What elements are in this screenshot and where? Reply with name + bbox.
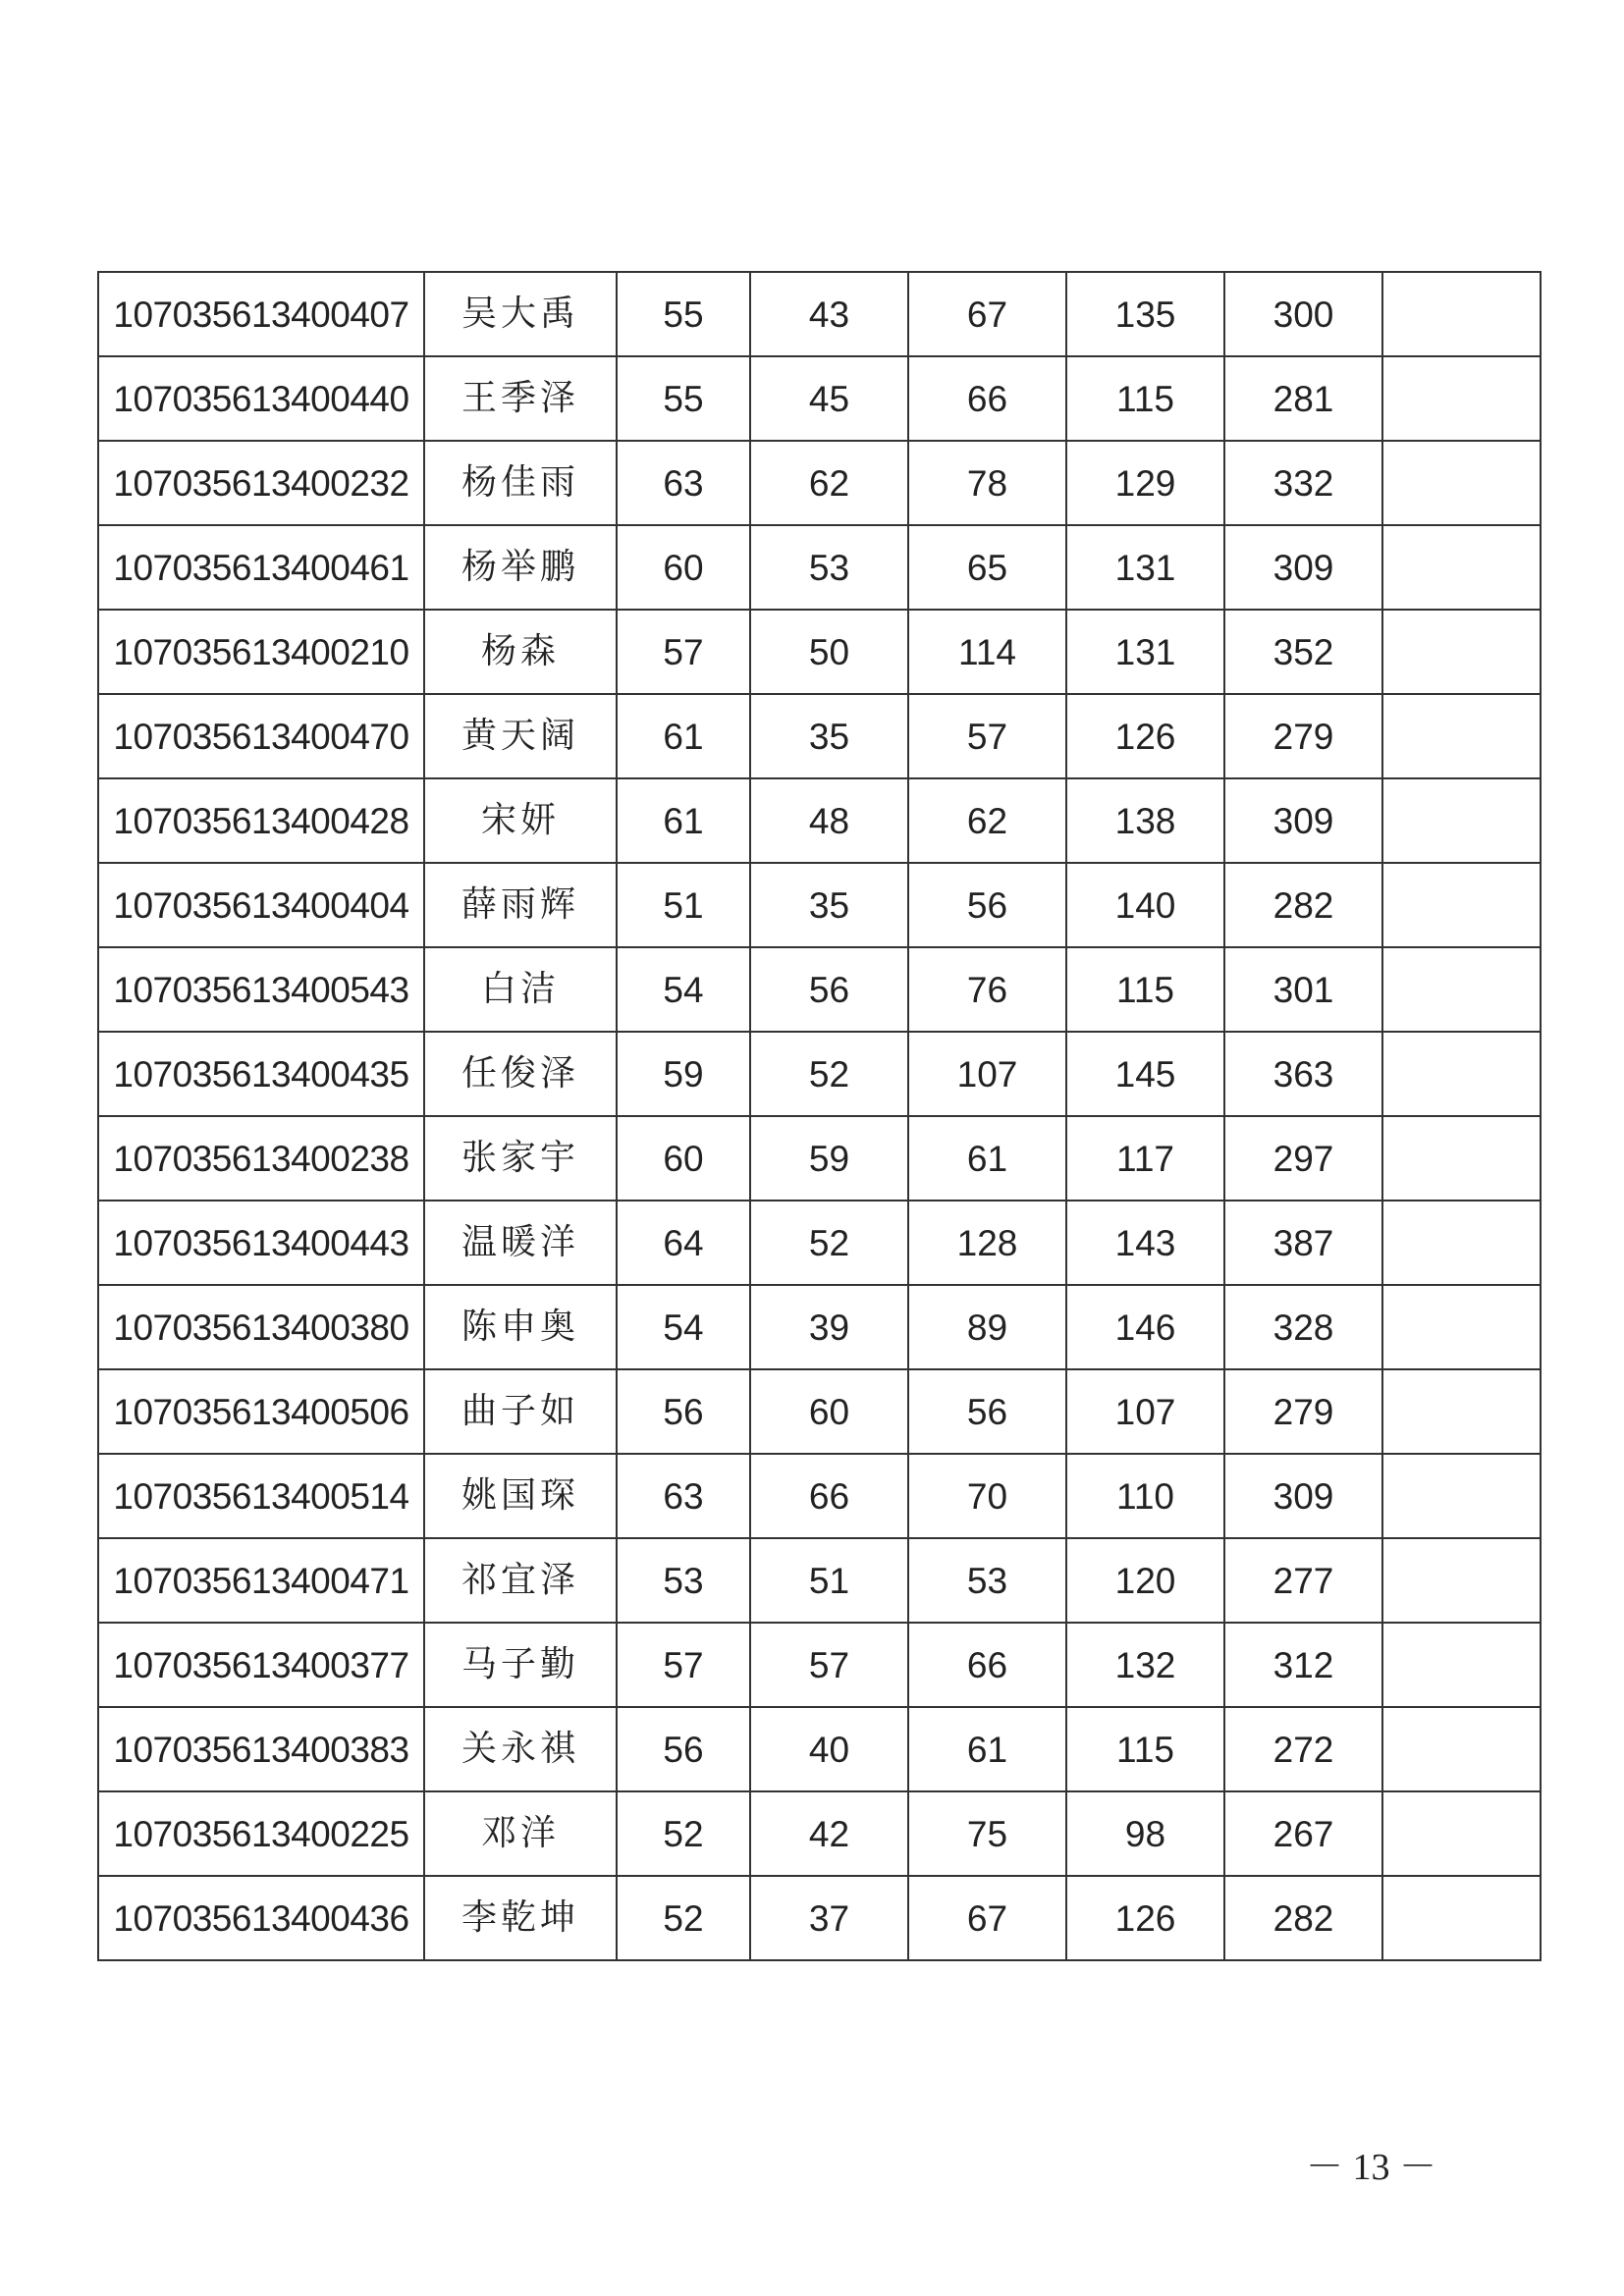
total-score-cell: 281	[1224, 356, 1382, 441]
score-3-cell: 53	[908, 1538, 1066, 1623]
examinee-id-cell: 107035613400543	[98, 947, 424, 1032]
score-4-cell: 115	[1066, 1707, 1224, 1791]
examinee-id-cell: 107035613400436	[98, 1876, 424, 1960]
table-row	[98, 272, 1541, 356]
score-3-cell: 65	[908, 525, 1066, 610]
remark-cell	[1382, 1369, 1541, 1454]
score-4-cell: 115	[1066, 356, 1224, 441]
score-2-cell: 48	[750, 778, 908, 863]
score-4-cell: 143	[1066, 1201, 1224, 1285]
examinee-id-cell: 107035613400470	[98, 694, 424, 778]
table-row	[98, 863, 1541, 947]
score-3-cell: 67	[908, 1876, 1066, 1960]
table-row	[98, 1538, 1541, 1623]
total-score-cell: 282	[1224, 1876, 1382, 1960]
total-score-cell: 309	[1224, 525, 1382, 610]
score-1-cell: 60	[617, 525, 750, 610]
table-row	[98, 778, 1541, 863]
score-3-cell: 76	[908, 947, 1066, 1032]
score-3-cell: 114	[908, 610, 1066, 694]
score-1-cell: 63	[617, 441, 750, 525]
score-2-cell: 42	[750, 1791, 908, 1876]
page-number: － 13 －	[1306, 2147, 1437, 2188]
remark-cell	[1382, 525, 1541, 610]
score-1-cell: 54	[617, 1285, 750, 1369]
total-score-cell: 387	[1224, 1201, 1382, 1285]
table-row	[98, 1369, 1541, 1454]
examinee-id-cell: 107035613400380	[98, 1285, 424, 1369]
score-2-cell: 45	[750, 356, 908, 441]
examinee-id-cell: 107035613400210	[98, 610, 424, 694]
score-3-cell: 66	[908, 356, 1066, 441]
score-1-cell: 53	[617, 1538, 750, 1623]
total-score-cell: 332	[1224, 441, 1382, 525]
score-3-cell: 61	[908, 1116, 1066, 1201]
score-2-cell: 57	[750, 1623, 908, 1707]
score-4-cell: 126	[1066, 694, 1224, 778]
score-3-cell: 75	[908, 1791, 1066, 1876]
remark-cell	[1382, 610, 1541, 694]
remark-cell	[1382, 272, 1541, 356]
score-2-cell: 59	[750, 1116, 908, 1201]
score-3-cell: 78	[908, 441, 1066, 525]
remark-cell	[1382, 1538, 1541, 1623]
score-1-cell: 57	[617, 610, 750, 694]
total-score-cell: 272	[1224, 1707, 1382, 1791]
score-4-cell: 146	[1066, 1285, 1224, 1369]
remark-cell	[1382, 1116, 1541, 1201]
table-row	[98, 1707, 1541, 1791]
score-4-cell: 107	[1066, 1369, 1224, 1454]
table-row	[98, 1454, 1541, 1538]
total-score-cell: 352	[1224, 610, 1382, 694]
table-row	[98, 694, 1541, 778]
score-1-cell: 52	[617, 1791, 750, 1876]
table-row	[98, 356, 1541, 441]
score-1-cell: 59	[617, 1032, 750, 1116]
score-3-cell: 57	[908, 694, 1066, 778]
score-1-cell: 56	[617, 1707, 750, 1791]
table-row	[98, 1116, 1541, 1201]
examinee-name-cell: 杨森	[424, 610, 617, 694]
score-3-cell: 67	[908, 272, 1066, 356]
score-2-cell: 50	[750, 610, 908, 694]
score-4-cell: 140	[1066, 863, 1224, 947]
score-1-cell: 51	[617, 863, 750, 947]
score-2-cell: 53	[750, 525, 908, 610]
score-2-cell: 62	[750, 441, 908, 525]
table-row	[98, 441, 1541, 525]
remark-cell	[1382, 1876, 1541, 1960]
score-4-cell: 110	[1066, 1454, 1224, 1538]
examinee-name-cell: 姚国琛	[424, 1454, 617, 1538]
score-4-cell: 131	[1066, 610, 1224, 694]
score-2-cell: 40	[750, 1707, 908, 1791]
total-score-cell: 279	[1224, 1369, 1382, 1454]
total-score-cell: 328	[1224, 1285, 1382, 1369]
score-3-cell: 89	[908, 1285, 1066, 1369]
score-2-cell: 51	[750, 1538, 908, 1623]
examinee-name-cell: 李乾坤	[424, 1876, 617, 1960]
score-1-cell: 64	[617, 1201, 750, 1285]
score-4-cell: 115	[1066, 947, 1224, 1032]
score-4-cell: 135	[1066, 272, 1224, 356]
score-2-cell: 35	[750, 694, 908, 778]
examinee-id-cell: 107035613400407	[98, 272, 424, 356]
score-2-cell: 52	[750, 1201, 908, 1285]
score-3-cell: 70	[908, 1454, 1066, 1538]
remark-cell	[1382, 1032, 1541, 1116]
score-1-cell: 60	[617, 1116, 750, 1201]
score-1-cell: 52	[617, 1876, 750, 1960]
examinee-name-cell: 黄天阔	[424, 694, 617, 778]
score-1-cell: 55	[617, 272, 750, 356]
examinee-id-cell: 107035613400428	[98, 778, 424, 863]
score-1-cell: 61	[617, 694, 750, 778]
remark-cell	[1382, 1285, 1541, 1369]
table-row	[98, 1876, 1541, 1960]
score-2-cell: 56	[750, 947, 908, 1032]
score-2-cell: 52	[750, 1032, 908, 1116]
total-score-cell: 297	[1224, 1116, 1382, 1201]
examinee-id-cell: 107035613400443	[98, 1201, 424, 1285]
examinee-name-cell: 关永祺	[424, 1707, 617, 1791]
table-row	[98, 1032, 1541, 1116]
total-score-cell: 267	[1224, 1791, 1382, 1876]
examinee-id-cell: 107035613400383	[98, 1707, 424, 1791]
remark-cell	[1382, 863, 1541, 947]
remark-cell	[1382, 356, 1541, 441]
examinee-name-cell: 马子勤	[424, 1623, 617, 1707]
table-body	[98, 272, 1541, 1960]
score-2-cell: 60	[750, 1369, 908, 1454]
remark-cell	[1382, 1707, 1541, 1791]
total-score-cell: 300	[1224, 272, 1382, 356]
score-3-cell: 107	[908, 1032, 1066, 1116]
remark-cell	[1382, 694, 1541, 778]
score-2-cell: 43	[750, 272, 908, 356]
remark-cell	[1382, 778, 1541, 863]
examinee-name-cell: 杨举鹏	[424, 525, 617, 610]
table-row	[98, 1791, 1541, 1876]
examinee-id-cell: 107035613400471	[98, 1538, 424, 1623]
examinee-name-cell: 邓洋	[424, 1791, 617, 1876]
score-3-cell: 66	[908, 1623, 1066, 1707]
score-1-cell: 63	[617, 1454, 750, 1538]
examinee-name-cell: 杨佳雨	[424, 441, 617, 525]
total-score-cell: 312	[1224, 1623, 1382, 1707]
remark-cell	[1382, 947, 1541, 1032]
total-score-cell: 363	[1224, 1032, 1382, 1116]
score-3-cell: 56	[908, 1369, 1066, 1454]
examinee-name-cell: 任俊泽	[424, 1032, 617, 1116]
total-score-cell: 309	[1224, 1454, 1382, 1538]
score-1-cell: 56	[617, 1369, 750, 1454]
score-4-cell: 117	[1066, 1116, 1224, 1201]
score-3-cell: 128	[908, 1201, 1066, 1285]
examinee-name-cell: 陈申奥	[424, 1285, 617, 1369]
score-4-cell: 129	[1066, 441, 1224, 525]
examinee-name-cell: 白洁	[424, 947, 617, 1032]
score-2-cell: 35	[750, 863, 908, 947]
remark-cell	[1382, 1454, 1541, 1538]
total-score-cell: 282	[1224, 863, 1382, 947]
table-row	[98, 947, 1541, 1032]
score-4-cell: 138	[1066, 778, 1224, 863]
examinee-name-cell: 祁宜泽	[424, 1538, 617, 1623]
table-row	[98, 1201, 1541, 1285]
examinee-id-cell: 107035613400461	[98, 525, 424, 610]
table-row	[98, 1623, 1541, 1707]
score-4-cell: 145	[1066, 1032, 1224, 1116]
examinee-id-cell: 107035613400225	[98, 1791, 424, 1876]
score-1-cell: 54	[617, 947, 750, 1032]
score-4-cell: 126	[1066, 1876, 1224, 1960]
score-4-cell: 98	[1066, 1791, 1224, 1876]
examinee-id-cell: 107035613400514	[98, 1454, 424, 1538]
score-4-cell: 132	[1066, 1623, 1224, 1707]
examinee-name-cell: 曲子如	[424, 1369, 617, 1454]
examinee-id-cell: 107035613400238	[98, 1116, 424, 1201]
score-1-cell: 55	[617, 356, 750, 441]
examinee-id-cell: 107035613400440	[98, 356, 424, 441]
score-4-cell: 120	[1066, 1538, 1224, 1623]
total-score-cell: 279	[1224, 694, 1382, 778]
score-3-cell: 61	[908, 1707, 1066, 1791]
table-row	[98, 1285, 1541, 1369]
examinee-id-cell: 107035613400506	[98, 1369, 424, 1454]
examinee-name-cell: 吴大禹	[424, 272, 617, 356]
remark-cell	[1382, 1623, 1541, 1707]
examinee-id-cell: 107035613400232	[98, 441, 424, 525]
total-score-cell: 301	[1224, 947, 1382, 1032]
examinee-name-cell: 薛雨辉	[424, 863, 617, 947]
table-row	[98, 525, 1541, 610]
score-2-cell: 66	[750, 1454, 908, 1538]
score-2-cell: 37	[750, 1876, 908, 1960]
score-1-cell: 57	[617, 1623, 750, 1707]
score-3-cell: 56	[908, 863, 1066, 947]
examinee-id-cell: 107035613400404	[98, 863, 424, 947]
examinee-id-cell: 107035613400377	[98, 1623, 424, 1707]
remark-cell	[1382, 1201, 1541, 1285]
table-row	[98, 610, 1541, 694]
remark-cell	[1382, 441, 1541, 525]
remark-cell	[1382, 1791, 1541, 1876]
examinee-name-cell: 王季泽	[424, 356, 617, 441]
score-1-cell: 61	[617, 778, 750, 863]
score-2-cell: 39	[750, 1285, 908, 1369]
examinee-id-cell: 107035613400435	[98, 1032, 424, 1116]
total-score-cell: 309	[1224, 778, 1382, 863]
score-table	[97, 271, 1542, 1961]
score-4-cell: 131	[1066, 525, 1224, 610]
examinee-name-cell: 张家宇	[424, 1116, 617, 1201]
score-3-cell: 62	[908, 778, 1066, 863]
examinee-name-cell: 温暖洋	[424, 1201, 617, 1285]
total-score-cell: 277	[1224, 1538, 1382, 1623]
examinee-name-cell: 宋妍	[424, 778, 617, 863]
